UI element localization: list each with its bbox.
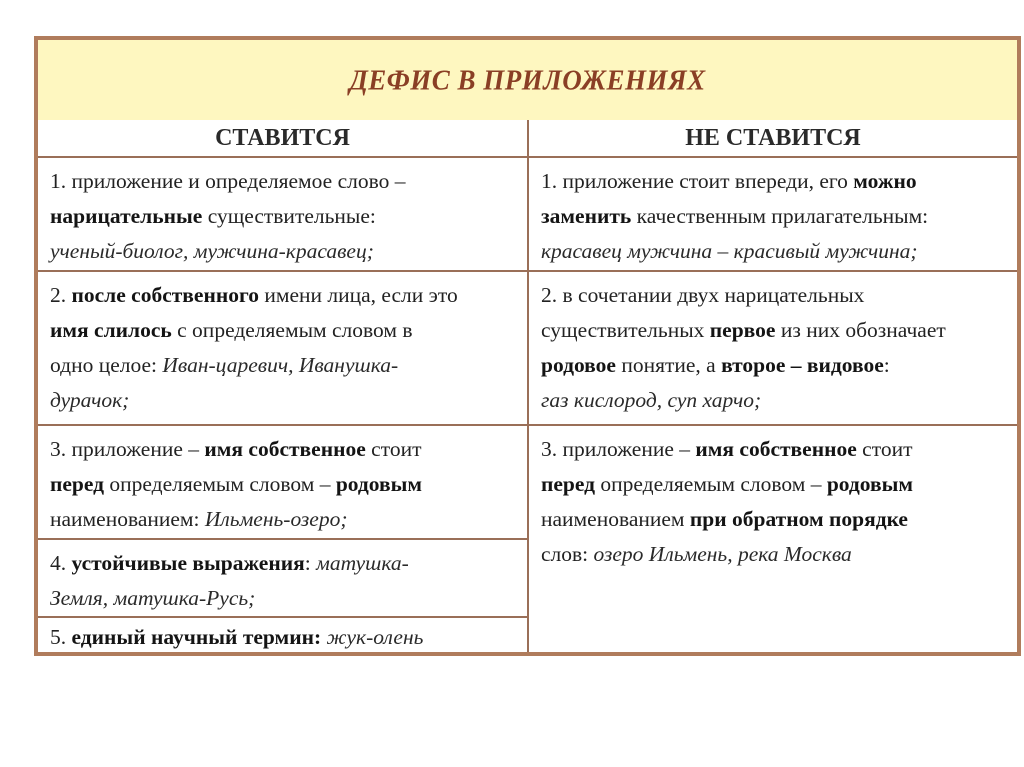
right-rule-2-example: газ кислород, суп харчо; xyxy=(541,388,762,412)
right-rule-2-line-2: существительных первое из них обозначает xyxy=(541,318,946,342)
right-rule-2 xyxy=(529,272,1017,424)
left-rule-4-example: Земля, матушка-Русь; xyxy=(50,586,256,610)
column-header-right: НЕ СТАВИТСЯ xyxy=(685,124,861,151)
table-title: ДЕФИС В ПРИЛОЖЕНИЯХ xyxy=(349,63,706,96)
left-rule-1 xyxy=(38,158,527,270)
right-rule-3-line-1: 3. приложение – имя собственное стоит xyxy=(541,437,913,461)
left-rule-4 xyxy=(38,540,527,616)
right-rule-3-line-3: наименованием при обратном порядке xyxy=(541,507,908,531)
left-rule-5-line-1: 5. единый научный термин: жук-олень xyxy=(50,625,424,649)
right-rule-3 xyxy=(529,426,1017,652)
left-rule-3 xyxy=(38,426,527,538)
right-rule-1-line-2: заменить качественным прилагательным: xyxy=(541,204,929,228)
right-rule-1-line-1: 1. приложение стоит впереди, его можно xyxy=(541,169,917,193)
right-rule-3-line-4: слов: озеро Ильмень, река Москва xyxy=(541,542,852,566)
left-rule-3-line-1: 3. приложение – имя собственное стоит xyxy=(50,437,422,461)
left-rule-1-line-2: нарицательные существительные: xyxy=(50,204,376,228)
right-rule-1 xyxy=(529,158,1017,270)
left-rule-3-line-3: наименованием: Ильмень-озеро; xyxy=(50,507,348,531)
left-rule-1-line-1: 1. приложение и определяемое слово – xyxy=(50,169,406,193)
left-rule-1-example: ученый-биолог, мужчина-красавец; xyxy=(50,239,374,263)
right-rule-2-line-3: родовое понятие, а второе – видовое: xyxy=(541,353,890,377)
left-rule-2-line-1: 2. после собственного имени лица, если это xyxy=(50,283,458,307)
left-rule-2-line-2: имя слилось с определяемым словом в xyxy=(50,318,413,342)
hyphen-rules-table xyxy=(34,36,1021,656)
left-rule-4-line-1: 4. устойчивые выражения: матушка- xyxy=(50,551,409,575)
left-rule-2-example: дурачок; xyxy=(50,388,130,412)
title-band xyxy=(38,40,1017,122)
column-header-left: СТАВИТСЯ xyxy=(215,124,350,151)
left-rule-3-line-2: перед определяемым словом – родовым xyxy=(50,472,423,496)
right-rule-3-line-2: перед определяемым словом – родовым xyxy=(541,472,914,496)
right-rule-1-example: красавец мужчина – красивый мужчина; xyxy=(541,239,918,263)
left-rule-2 xyxy=(38,272,527,424)
left-rule-2-line-3: одно целое: Иван-царевич, Иванушка- xyxy=(50,353,399,377)
right-rule-2-line-1: 2. в сочетании двух нарицательных xyxy=(541,283,865,307)
left-rule-5 xyxy=(38,618,527,652)
